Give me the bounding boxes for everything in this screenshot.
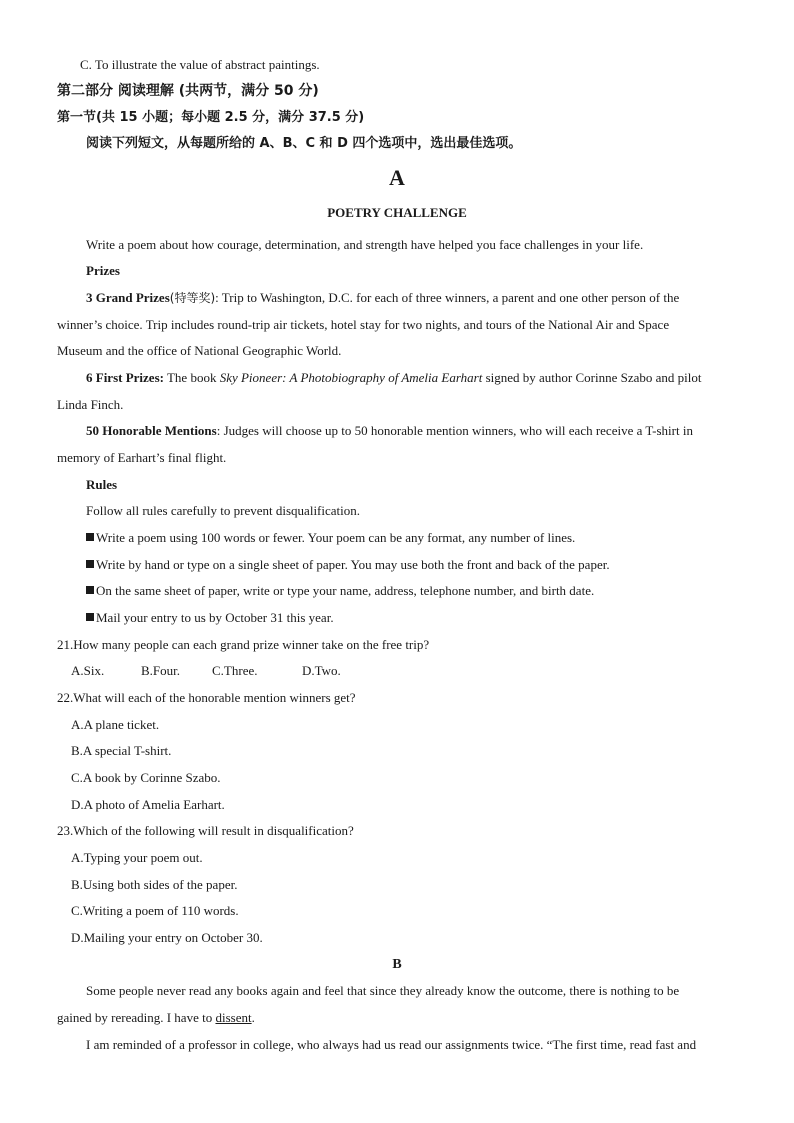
grand-prizes-label: 3 Grand Prizes	[86, 290, 170, 305]
question-21-stem: 21.How many people can each grand prize winner take on the free trip?	[57, 637, 430, 652]
question-23-option-d[interactable]: D.Mailing your entry on October 30.	[71, 930, 263, 945]
previous-question-option-c: C. To illustrate the value of abstract paintings.	[80, 57, 320, 72]
para1-line2-pre: gained by rereading. I have to	[57, 1010, 216, 1025]
question-22-option-a[interactable]: A.A plane ticket.	[71, 717, 160, 732]
grand-prizes-line-1	[86, 290, 679, 306]
rule-item	[86, 530, 575, 546]
question-22-stem: 22.What will each of the honorable mention winners get?	[57, 690, 356, 705]
grand-prizes-cn: (特等奖)	[169, 291, 216, 305]
square-bullet-icon	[86, 533, 94, 541]
question-23-option-c[interactable]: C.Writing a poem of 110 words.	[71, 903, 239, 918]
option-d[interactable]: D.Two.	[302, 663, 341, 678]
question-22-option-b[interactable]: B.A special T-shirt.	[71, 743, 172, 758]
underlined-word-dissent: dissent	[215, 1010, 252, 1025]
honorable-mentions-text: : Judges will choose up to 50 honorable mention winners, who will each receive a T-shirt in	[216, 423, 693, 438]
prizes-heading: Prizes	[86, 263, 120, 278]
rule-item	[86, 557, 610, 573]
passage-a-intro: Write a poem about how courage, determination, and strength have helped you face challenges in your life.	[86, 237, 644, 252]
passage-a-letter: A	[389, 165, 405, 190]
rule-text: Write a poem using 100 words or fewer. Your poem can be any format, any number of lines.	[96, 530, 576, 545]
question-23-stem: 23.Which of the following will result in disqualification?	[57, 823, 354, 838]
question-21-options	[71, 663, 341, 679]
first-prizes-pre: The book	[163, 370, 220, 385]
passage-b-letter: B	[392, 957, 402, 972]
grand-prizes-line-2: winner’s choice. Trip includes round-trip air tickets, hotel stay for two nights, and tours of the National Air and Space	[57, 317, 670, 332]
option-b[interactable]: B.Four.	[141, 663, 181, 678]
para1-line2-post: .	[251, 1010, 255, 1025]
square-bullet-icon	[86, 586, 94, 594]
passage-b-para1-line-2	[57, 1010, 255, 1026]
passage-b-para2-line-1: I am reminded of a professor in college, who always had us read our assignments twice. “The first time, read fast and	[86, 1037, 697, 1052]
square-bullet-icon	[86, 560, 94, 568]
reading-instruction: 阅读下列短文，从每题所给的 A、B、C 和 D 四个选项中，选出最佳选项。	[86, 136, 522, 151]
rule-text: Mail your entry to us by October 31 this year.	[96, 610, 334, 625]
first-prizes-line-1	[86, 370, 702, 386]
rules-heading: Rules	[86, 477, 118, 492]
rule-text: Write by hand or type on a single sheet of paper. You may use both the front and back of the paper.	[96, 557, 610, 572]
first-prizes-label: 6 First Prizes:	[86, 370, 164, 385]
grand-prizes-text: : Trip to Washington, D.C. for each of three winners, a parent and one other person of the	[215, 290, 680, 305]
honorable-mentions-line-1	[86, 423, 693, 439]
question-22-option-d[interactable]: D.A photo of Amelia Earhart.	[71, 797, 225, 812]
option-c[interactable]: C.Three.	[212, 663, 258, 678]
first-prizes-line-2: Linda Finch.	[57, 397, 124, 412]
rules-intro: Follow all rules carefully to prevent disqualification.	[86, 503, 361, 518]
square-bullet-icon	[86, 613, 94, 621]
question-22-option-c[interactable]: C.A book by Corinne Szabo.	[71, 770, 221, 785]
section1-heading: 第一节(共 15 小题；每小题 2.5 分，满分 37.5 分)	[57, 110, 365, 125]
honorable-mentions-label: 50 Honorable Mentions	[86, 423, 217, 438]
first-prizes-book: Sky Pioneer: A Photobiography of Amelia Earhart	[219, 370, 483, 385]
passage-b-para1-line-1: Some people never read any books again and feel that since they already know the outcome, there is nothing to be	[86, 983, 680, 998]
question-23-option-a[interactable]: A.Typing your poem out.	[71, 850, 203, 865]
rule-item	[86, 583, 594, 599]
first-prizes-post: signed by author Corinne Szabo and pilot	[482, 370, 702, 385]
grand-prizes-line-3: Museum and the office of National Geographic World.	[57, 343, 342, 358]
option-a[interactable]: A.Six.	[71, 663, 105, 678]
honorable-mentions-line-2: memory of Earhart’s final flight.	[57, 450, 227, 465]
question-23-option-b[interactable]: B.Using both sides of the paper.	[71, 877, 238, 892]
rule-text: On the same sheet of paper, write or type your name, address, telephone number, and birth date.	[96, 583, 595, 598]
part2-heading: 第二部分 阅读理解 (共两节，满分 50 分)	[57, 83, 319, 99]
passage-a-title: POETRY CHALLENGE	[327, 205, 467, 220]
rule-item	[86, 610, 334, 626]
